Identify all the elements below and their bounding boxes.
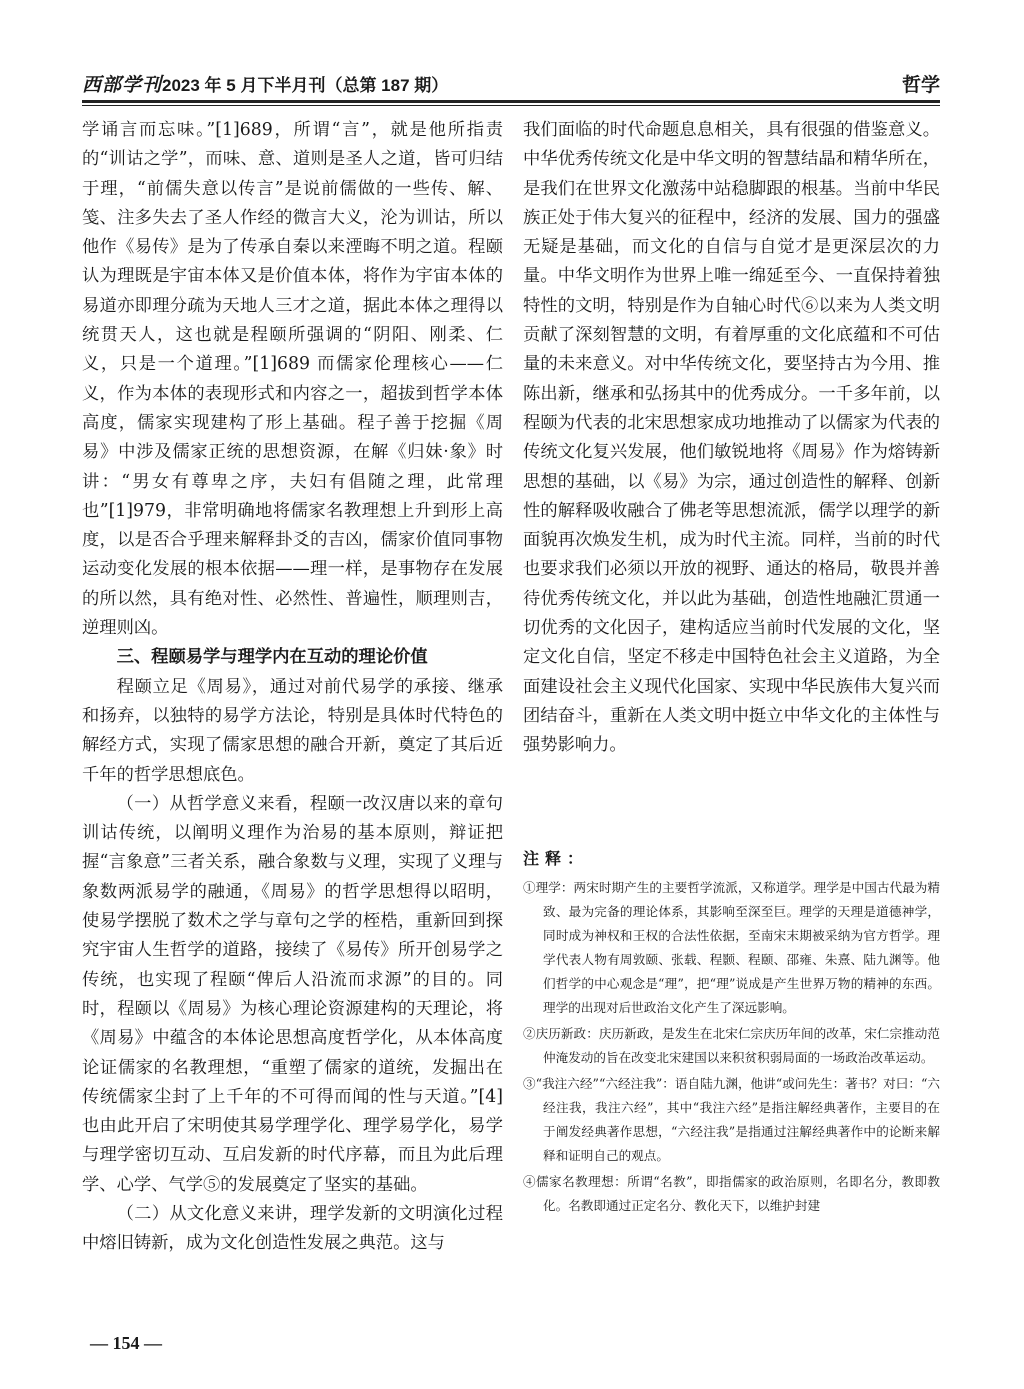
header-rule <box>82 100 940 103</box>
section-heading: 三、程颐易学与理学内在互动的理论价值 <box>116 647 428 668</box>
paragraph: （二）从文化意义来讲，理学发新的文明演化过程中熔旧铸新，成为文化创造性发展之典范。这与 <box>82 1203 503 1254</box>
note-item: ②庆历新政：庆历新政，是发生在北宋仁宗庆历年间的改革，宋仁宗推动范仲淹发动的旨在改变北宋建国以来积贫积弱局面的一场政治改革运动。 <box>523 1026 940 1065</box>
paragraph: 程颐立足《周易》，通过对前代易学的承接、继承和扬弃，以独特的易学方法论，特别是具体时代特色的解经方式，实现了儒家思想的融合开新，奠定了其后近千年的哲学思想底色。 <box>82 676 503 785</box>
page-header <box>82 70 940 100</box>
paragraph: 我们面临的时代命题息息相关，具有很强的借鉴意义。中华优秀传统文化是中华文明的智慧结晶和精华所在，是我们在世界文化激荡中站稳脚跟的根基。当前中华民族正处于伟大复兴的征程中，经济的发展、国力的强盛无疑是基础，而文化的自信与自觉才是更深层次的力量。中华文明作为世界上唯一绵延至今、一直保持着独特性的文明，特别是作为自轴心时代⑥以来为人类文明贡献了深刻智慧的文明，有着厚重的文化底蕴和不可估量的未来意义。对中华传统文化，要坚持古为今用、推陈出新，继承和弘扬其中的优秀成分。一千多年前，以程颐为代表的北宋思想家成功地推动了以儒家为代表的传统文化复兴发展，他们敏锐地将《周易》作为熔铸新思想的基础，以《易》为宗，通过创造性的解释、创新性的解释吸收融合了佛老等思想流派，儒学以理学的新面貌再次焕发生机，成为时代主流。同样，当前的时代也要求我们必须以开放的视野、通达的格局，敬畏并善待优秀传统文化，并以此为基础，创造性地融汇贯通一切优秀的文化因子，建构适应当前时代发展的文化，坚定文化自信，坚定不移走中国特色社会主义道路，为全面建设社会主义现代化国家、实现中华民族伟大复兴而团结奋斗，重新在人类文明中挺立中华文化的主体性与强势影响力。 <box>523 120 940 756</box>
note-item: ④儒家名教理想：所谓“名教”，即指儒家的政治原则，名即名分，教即教化。名教即通过正定名分、教化天下，以维护封建 <box>523 1174 940 1213</box>
note-item: ③“我注六经”“六经注我”：语自陆九渊，他讲“或问先生：著书？对曰：“六经注我，我注六经”，其中“我注六经”是指注解经典著作，主要目的在于阐发经典著作思想，“六经注我”是指通过注解经典著作中的论断来解释和证明自己的观点。 <box>523 1076 940 1163</box>
notes-title: 注释： <box>523 849 590 868</box>
journal-issue: 2023 年 5 月下半月刊（总第 187 期） <box>162 76 449 95</box>
section-label: 哲学 <box>901 75 940 96</box>
paragraph: （一）从哲学意义来看，程颐一改汉唐以来的章句训诂传统，以阐明义理作为治易的基本原则，辩证把握“言象意”三者关系，融合象数与义理，实现了义理与象数两派易学的融通，《周易》的哲学思想得以昭明，使易学摆脱了数术之学与章句之学的桎梏，重新回到探究宇宙人生哲学的道路，接续了《易传》所开创易学之传统，也实现了程颐“俾后人沿流而求源”的目的。同时，程颐以《周易》为核心理论资源建构的天理论，将《周易》中蕴含的本体论思想高度哲学化，从本体高度论证儒家的名教理想，“重塑了儒家的道统，发掘出在传统儒家尘封了上千年的不可得而闻的性与天道。”[4] 也由此开启了宋明使其易学理学化、理学易学化，易学与理学密切互动、互启发新的时代序幕，而且为此后理学、心学、气学⑤的发展奠定了坚实的基础。 <box>82 793 503 1195</box>
right-column <box>523 116 940 761</box>
paragraph: 学诵言而忘味。”[1]689，所谓“言”，就是他所指责的“训诂之学”，而味、意、道则是圣人之道，皆可归结于理，“前儒失意以传言”是说前儒做的一些传、解、笺、注多失去了圣人作经的微言大义，沦为训诂，所以他作《易传》是为了传承自秦以来湮晦不明之道。程颐认为理既是宇宙本体又是价值本体，将作为宇宙本体的易道亦即理分疏为天地人三才之道，据此本体之理得以统贯天人，这也就是程颐所强调的“阴阳、刚柔、仁义，只是一个道理。”[1]689 而儒家伦理核心——仁义，作为本体的表现形式和内容之一，超拔到哲学本体高度，儒家实现建构了形上基础。程子善于挖掘《周易》中涉及儒家正统的思想资源，在解《归妹·象》时讲：“男女有尊卑之序，夫妇有倡随之理，此常理也”[1]979，非常明确地将儒家名教理想上升到形上高度，以是否合乎理来解释卦爻的吉凶，儒家价值同事物运动变化发展的根本依据——理一样，是事物存在发展的所以然，具有绝对性、必然性、普遍性，顺理则吉，逆理则凶。 <box>82 120 503 639</box>
header-rule-thin <box>82 105 940 106</box>
page-number: — 154 — <box>90 1333 162 1353</box>
journal-name: 西部学刊 <box>82 74 163 96</box>
left-column <box>82 116 503 1259</box>
journal-masthead <box>82 70 448 97</box>
note-item: ①理学：两宋时期产生的主要哲学流派，又称道学。理学是中国古代最为精致、最为完备的理论体系，其影响至深至巨。理学的天理是道德神学，同时成为神权和王权的合法性依据，至南宋末期被采纳为官方哲学。理学代表人物有周敦颐、张载、程颢、程颐、邵雍、朱熹、陆九渊等。他们哲学的中心观念是“理”，把“理”说成是产生世界万物的精神的东西。理学的出现对后世政治文化产生了深远影响。 <box>523 880 940 1015</box>
notes-list <box>523 876 940 1220</box>
